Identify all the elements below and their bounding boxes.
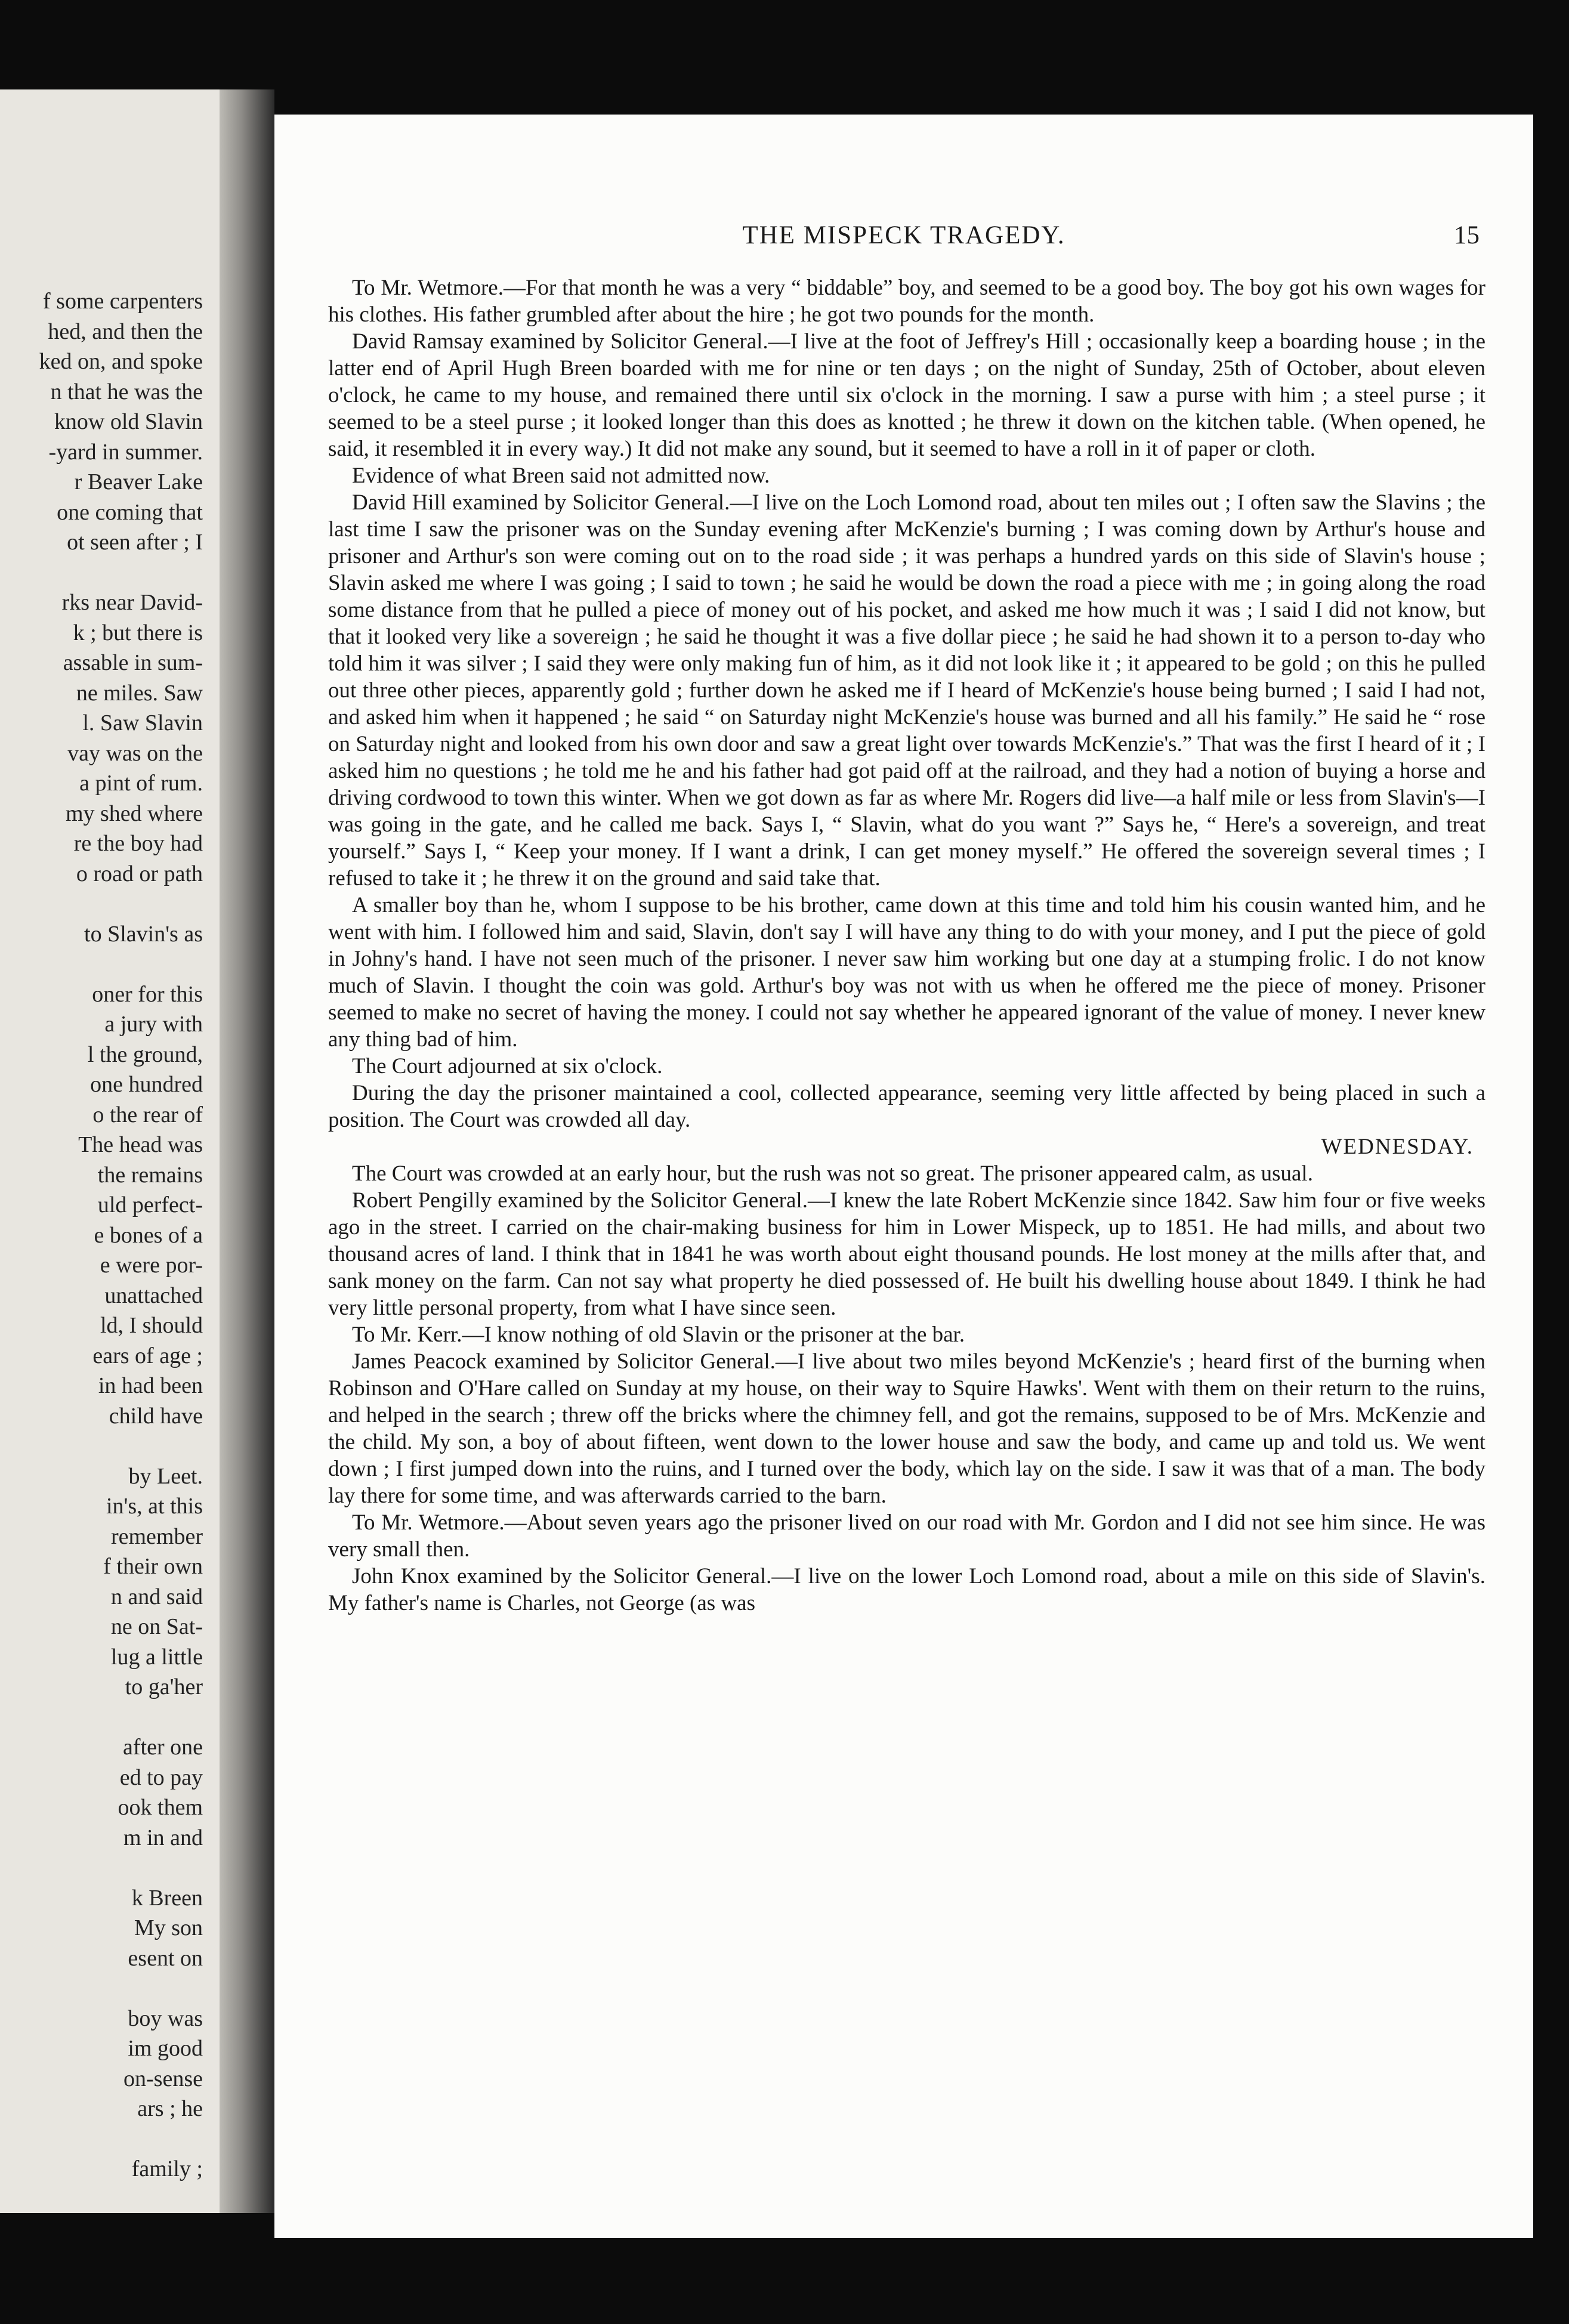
left-page-line: lug a little <box>110 1644 203 1670</box>
left-page-line: n and said <box>110 1584 203 1609</box>
left-page-line: The head was <box>78 1132 203 1157</box>
paragraph: David Ramsay examined by Solicitor General.—I live at the foot of Jeffrey's Hill ; occasionally keep a boarding house ; in the latter end of April Hugh Breen boarded with me for nine or ten days ; on the night of Sunday, 25th of October, about eleven o'clock, he came to my house, and remained there until six o'clock in the morning. I saw a purse with him ; a steel purse ; it seemed to be a steel purse ; it looked longer than this does as knotted ; he threw it down on the kitchen table. (When opened, he said, it resembled it in every way.) It did not make any sound, but it seemed to have a roll in it of paper or cloth. <box>328 329 1485 461</box>
paragraph: David Hill examined by Solicitor General.—I live on the Loch Lomond road, about ten miles out ; I often saw the Slavins ; the last time I saw the prisoner was on the Sunday evening after McKenzie's burning ; I was coming down by Arthur's house and prisoner and Arthur's son were coming out on to the road side ; it was perhaps a hundred yards on this side of Slavin's house ; Slavin asked me where I was going ; I said to town ; he said he would be down the road a piece with me ; in going along the road some distance from that he pulled a piece of money out of his pocket, and asked me how much it was ; I said I did not know, but that it looked very like a sovereign ; he said he thought it was a five dollar piece ; he said he had shown it to a person to-day who told him it was silver ; I said they were only making fun of him, as it did not look like it ; it appeared to be gold ; on this he pulled out three other pieces, apparently gold ; further down he asked me if I heard of McKenzie's house being burned ; I said I had not, and asked him when it happened ; he said “ on Saturday night McKenzie's house was burned and all his family.” He said he “ rose on Saturday night and looked from his own door and saw a great light over towards McKenzie's.” That was the first I heard of it ; I asked him no questions ; he told me he and his father had got paid off at the railroad, and they had a notion of buying a horse and driving cordwood to town this winter. When we got down as far as where Mr. Rogers did live—a half mile or less from Slavin's—I was going in the gate, and he called me back. Says I, “ Slavin, what do you want ?” Says he, “ Here's a sovereign, and treat yourself.” Says I, “ Keep your money. If I want a drink, I can get money myself.” He offered the sovereign several times ; I refused to take it ; he threw it on the ground and said take that. <box>328 490 1485 891</box>
page-number: 15 <box>1454 221 1480 249</box>
left-page-line: o road or path <box>76 861 203 886</box>
paragraph: During the day the prisoner maintained a cool, collected appearance, seeming very little affected by being placed in such a position. The Court was crowded all day. <box>328 1081 1485 1132</box>
left-page-line: remember <box>110 1523 203 1549</box>
running-head <box>274 221 1533 256</box>
left-page-line: child have <box>109 1403 203 1429</box>
left-page-line: to ga'her <box>125 1674 203 1699</box>
left-page-line: esent on <box>128 1945 203 1971</box>
left-page-line: m in and <box>123 1825 203 1850</box>
paragraph: To Mr. Kerr.—I know nothing of old Slavin or the prisoner at the bar. <box>352 1322 965 1347</box>
left-page-line: e were por- <box>100 1253 203 1278</box>
left-page-line: ed to pay <box>119 1764 203 1790</box>
left-page-line: n that he was the <box>50 379 203 404</box>
book-page <box>274 115 1533 2238</box>
paragraph: The Court was crowded at an early hour, but the rush was not so great. The prisoner appeared calm, as usual. <box>352 1161 1313 1186</box>
left-page-line: My son <box>134 1915 203 1940</box>
paragraph: To Mr. Wetmore.—For that month he was a very “ biddable” boy, and seemed to be a good boy. The boy got his own wages for his clothes. His father grumbled after about the hire ; he got two pounds for the month. <box>328 276 1485 327</box>
left-page-line: one coming that <box>57 499 203 525</box>
paragraph: To Mr. Wetmore.—About seven years ago the prisoner lived on our road with Mr. Gordon and I did not see him since. He was very small then. <box>328 1510 1485 1562</box>
left-page-line: ot seen after ; I <box>67 530 203 555</box>
day-heading: WEDNESDAY. <box>1321 1135 1474 1159</box>
left-page-line: e bones of a <box>94 1222 203 1248</box>
left-page-line: on-sense <box>123 2066 203 2091</box>
page-body <box>328 274 1485 1617</box>
left-page-line: vay was on the <box>67 740 203 766</box>
left-page-line: after one <box>123 1735 203 1760</box>
left-page-line: o the rear of <box>92 1102 203 1127</box>
left-page-line: ked on, and spoke <box>39 349 203 374</box>
paragraph: Evidence of what Breen said not admitted now. <box>352 463 770 488</box>
left-page-line: re the boy had <box>73 831 203 856</box>
left-page-line: l the ground, <box>87 1042 203 1067</box>
paragraph: James Peacock examined by Solicitor General.—I live about two miles beyond McKenzie's ; heard first of the burning when Robinson and O'Hare called on Sunday at my house, on their way to Squire Hawks'. Went with them on their return to the ruins, and helped in the search ; threw off the bricks where the chimney fell, and got the remains, supposed to be of Mrs. McKenzie and the child. My son, a boy of about fifteen, went down to the lower house and saw the body, and came up and told us. We went down ; I first jumped down into the ruins, and I turned over the body, which lay on the side. I saw it was that of a man. The body lay there for some time, and was afterwards carried to the barn. <box>328 1349 1485 1508</box>
left-page-line: unattached <box>104 1282 203 1308</box>
left-page-line: ars ; he <box>137 2096 203 2121</box>
left-page-line: ears of age ; <box>92 1343 203 1368</box>
left-page-line: uld perfect- <box>97 1192 203 1217</box>
paragraph: A smaller boy than he, whom I suppose to be his brother, came down at this time and told him his cousin wanted him, and he went with him. I followed him and said, Slavin, don't say I will have any thing to do with your money, and I put the piece of gold in Johny's hand. I have not seen much of the prisoner. I never saw him working but one day at a stumping frolic. I do not know much of Slavin. I thought the coin was gold. Arthur's boy was not with us when he offered me the piece of money. Prisoner seemed to make no secret of having the money. I could not say whether he appeared ignorant of the value of money. I never knew any thing bad of him. <box>328 893 1485 1052</box>
left-page-line: a jury with <box>104 1012 203 1037</box>
left-page-line: l. Saw Slavin <box>82 710 203 735</box>
left-page-line: ne miles. Saw <box>76 680 203 706</box>
left-page-line: ld, I should <box>100 1313 203 1338</box>
left-page-line: hed, and then the <box>48 319 203 344</box>
left-page-line: one hundred <box>90 1072 203 1097</box>
paragraph: Robert Pengilly examined by the Solicitor General.—I knew the late Robert McKenzie since 1842. Saw him four or five weeks ago in the street. I carried on the chair-making business for him in Lower Mispeck, up to 1851. He had mills, and about two thousand acres of land. I think that in 1841 he was worth about eight thousand pounds. He lost money at the mills after that, and sank money on the farm. Can not say what property he died possessed of. He built his dwelling house about 1849. I think he had very little personal property, from what I have since seen. <box>328 1188 1485 1320</box>
running-title: THE MISPECK TRAGEDY. <box>742 221 1065 249</box>
left-page-line: k Breen <box>131 1885 203 1911</box>
left-page-line: -yard in summer. <box>48 439 203 465</box>
left-page-line: family ; <box>131 2156 203 2181</box>
left-page-line: r Beaver Lake <box>74 469 203 495</box>
paragraph: John Knox examined by the Solicitor General.—I live on the lower Loch Lomond road, about a mile on this side of Slavin's. My father's name is Charles, not George (as was <box>328 1564 1485 1615</box>
left-page-line: my shed where <box>65 801 203 826</box>
left-page-line: f their own <box>103 1554 203 1579</box>
left-page-line: a pint of rum. <box>79 771 203 796</box>
previous-page-fragment <box>0 89 220 2213</box>
left-page-line: know old Slavin <box>54 409 203 434</box>
left-page-line: by Leet. <box>128 1463 203 1489</box>
left-page-line: oner for this <box>92 981 203 1007</box>
left-page-line: the remains <box>97 1162 203 1188</box>
left-page-line: boy was <box>128 2005 203 2031</box>
left-page-line: ook them <box>118 1795 203 1820</box>
left-page-line: in's, at this <box>106 1494 203 1519</box>
left-page-line: rks near David- <box>61 590 203 615</box>
left-page-line: f some carpenters <box>43 289 203 314</box>
paragraph: The Court adjourned at six o'clock. <box>352 1054 663 1078</box>
left-page-line: to Slavin's as <box>84 921 203 947</box>
left-page-line: assable in sum- <box>63 650 203 675</box>
left-page-line: in had been <box>98 1373 203 1398</box>
left-page-line: k ; but there is <box>73 620 203 645</box>
left-page-line: ne on Sat- <box>110 1614 203 1639</box>
left-page-line: im good <box>128 2036 203 2061</box>
page-gutter-shadow <box>220 89 274 2213</box>
